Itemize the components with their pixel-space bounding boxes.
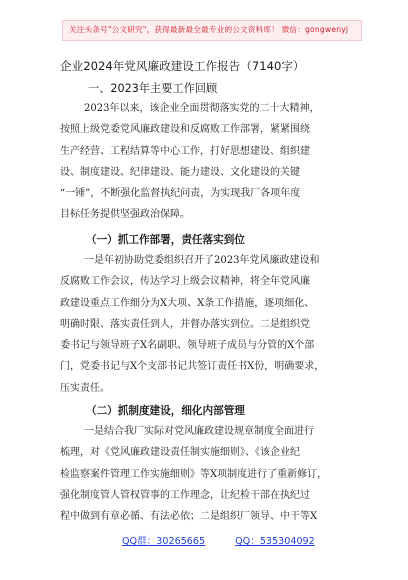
qq-contact-link[interactable]: QQ：535304092 (235, 536, 315, 547)
paragraph-line: 一是年初协助党委组织召开了2023年党风廉政建设和 (84, 255, 320, 266)
paragraph-system-building (60, 421, 355, 527)
paragraph-line: 一是结合我厂实际对党风廉政建设规章制度全面进行 (84, 426, 314, 437)
paragraph-line: 生产经营、工程结算等中心工作，打好思想建设、组织建 (60, 145, 310, 157)
banner-text: 关注头条号"公文研究"，获得最新最全最专业的公文资料库！ 微信：gongwenyj (69, 25, 349, 34)
intro-paragraph (60, 98, 355, 226)
paragraph-line: “一锤”，不断强化监督执纪问责，为实现我厂各项年度 (60, 188, 301, 200)
paragraph-line: 明确时限、落实责任到人，并督办落实到位。二是组织党 (60, 318, 310, 330)
paragraph-line: 目标任务提供坚强政治保障。 (60, 209, 190, 221)
header-banner (62, 20, 362, 41)
subheading-system-building: （二）抓制度建设，细化内部管理 (86, 405, 245, 417)
paragraph-work-deployment (60, 250, 355, 399)
footer-contact (122, 533, 322, 549)
paragraph-line: 反腐败工作会议，传达学习上级会议精神，将全年党风廉 (60, 276, 310, 288)
paragraph-line: 2023年以来，该企业全面贯彻落实党的二十大精神， (84, 103, 320, 114)
paragraph-line: 设、制度建设、纪律建设、能力建设、文化建设的关键 (60, 166, 300, 178)
section-heading: 一、2023年主要工作回顾 (88, 82, 218, 95)
paragraph-line: 检监察案件管理工作实施细则》等X项制度进行了重新修订， (60, 468, 328, 480)
qq-group-link[interactable]: QQ群：30265665 (122, 536, 206, 547)
paragraph-line: 梳理，对《党风廉政建设责任制实施细则》、《该企业纪 (60, 447, 300, 459)
paragraph-line: 程中做到有章必循、有法必依；二是组织厂领导、中干等X (60, 511, 318, 523)
document-title: 企业2024年党风廉政建设工作报告（7140字） (60, 59, 305, 73)
subheading-work-deployment: （一）抓工作部署，责任落实到位 (86, 234, 245, 246)
paragraph-line: 门，党委书记与X个支部书记共签订责任书X份，明确要求， (60, 361, 325, 373)
paragraph-line: 压实责任。 (60, 382, 110, 394)
paragraph-line: 政建设重点工作细分为X大项、X条工作措施，逐项细化、 (60, 297, 315, 309)
paragraph-line: 委书记与领导班子X名副职、领导班子成员与分管的X个部 (60, 340, 315, 352)
paragraph-line: 强化制度管人管权管事的工作理念，让纪检干部在执纪过 (60, 489, 310, 501)
paragraph-line: 按照上级党委党风廉政建设和反腐败工作部署，紧紧围绕 (60, 124, 310, 136)
